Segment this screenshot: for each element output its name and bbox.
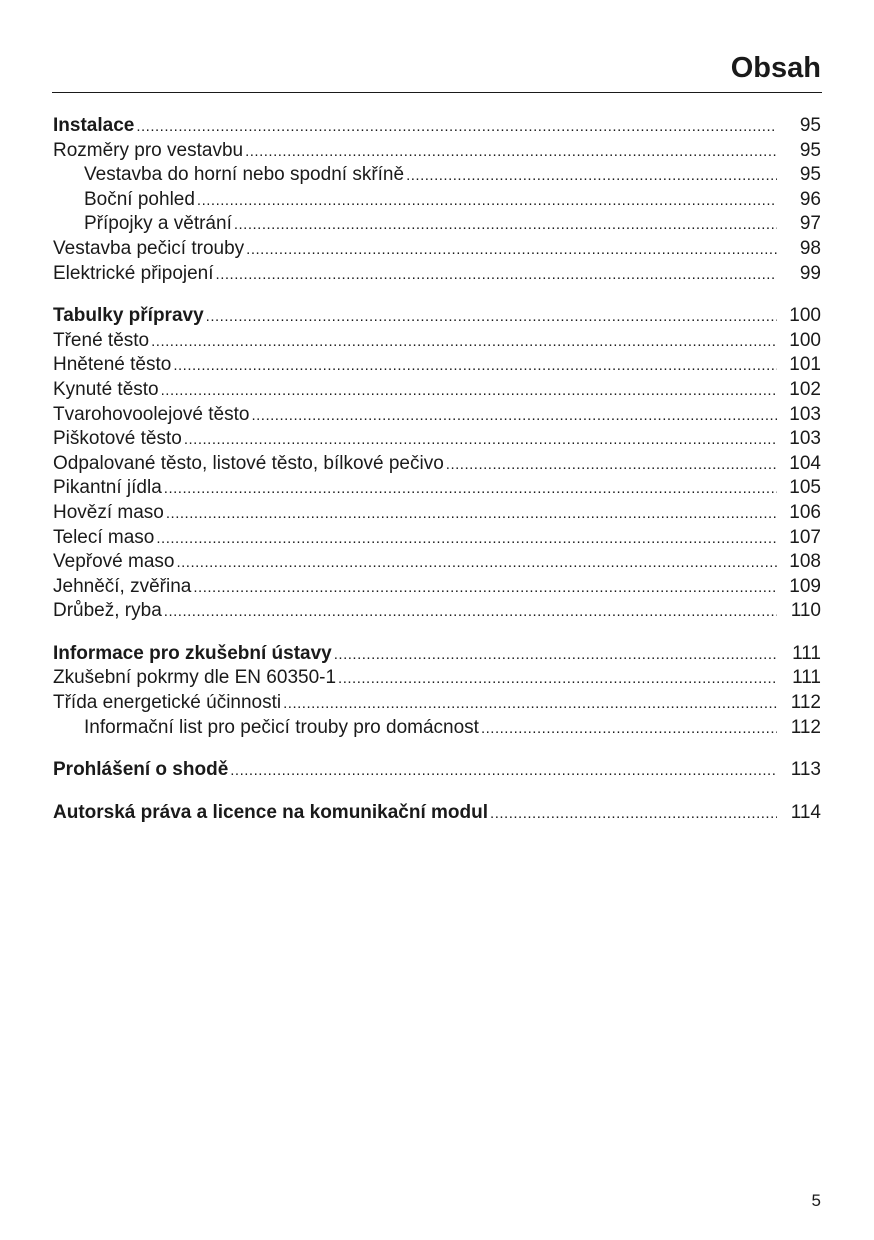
toc-entry-title: Třída energetické účinnosti [53, 692, 282, 714]
toc-entry[interactable] [53, 378, 821, 403]
toc-dot-leader [245, 140, 777, 165]
toc-dot-leader [136, 115, 777, 140]
toc-entry-title: Instalace [53, 115, 135, 136]
toc-entry-title: Tabulky přípravy [53, 305, 204, 327]
page-title: Obsah [730, 52, 821, 84]
toc-dot-leader [406, 164, 777, 189]
toc-entry[interactable] [53, 353, 821, 378]
toc-entry[interactable] [53, 403, 821, 428]
page-number: 5 [811, 1191, 821, 1210]
toc-entry-title: Informace pro zkušební ústavy [53, 642, 332, 664]
toc-entry-page: 114 [790, 801, 821, 823]
table-of-contents [53, 114, 821, 825]
toc-entry-title: Telecí maso [53, 526, 155, 548]
toc-entry-title: Autorská práva a licence na komunikační modul [53, 801, 489, 823]
toc-entry[interactable] [53, 427, 821, 452]
toc-entry[interactable] [53, 599, 821, 624]
toc-entry-page: 113 [790, 759, 821, 781]
toc-entry[interactable] [53, 575, 821, 600]
toc-entry-page: 111 [792, 642, 821, 664]
toc-section [53, 304, 821, 624]
toc-entry[interactable] [53, 329, 821, 354]
toc-entry-page: 103 [789, 403, 821, 425]
toc-entry-title: Rozměry pro vestavbu [53, 139, 244, 161]
toc-entry-page: 103 [789, 428, 821, 450]
toc-dot-leader [216, 263, 777, 288]
toc-entry[interactable] [53, 716, 821, 741]
toc-entry-title: Přípojky a větrání [84, 213, 232, 235]
toc-entry-title: Zkušební pokrmy dle EN 60350-1 [53, 667, 337, 689]
toc-entry-page: 104 [789, 452, 821, 474]
toc-entry-title: Kynuté těsto [53, 378, 159, 400]
toc-entry-page: 108 [789, 551, 821, 573]
toc-entry-page: 95 [799, 139, 821, 161]
toc-entry-title: Jehněčí, zvěřina [53, 575, 192, 597]
toc-entry-page: 106 [789, 501, 821, 523]
toc-heading-entry[interactable] [53, 758, 821, 783]
toc-dot-leader [166, 502, 777, 527]
toc-dot-leader [151, 330, 777, 355]
toc-entry[interactable] [53, 526, 821, 551]
toc-section [53, 758, 821, 783]
toc-entry-page: 102 [789, 378, 821, 400]
toc-dot-leader [193, 576, 777, 601]
toc-entry-title: Tvarohovoolejové těsto [53, 403, 250, 425]
toc-dot-leader [164, 600, 777, 625]
toc-entry-title: Hnětené těsto [53, 354, 172, 376]
toc-entry-page: 105 [789, 477, 821, 499]
toc-dot-leader [230, 759, 777, 784]
toc-entry[interactable] [53, 262, 821, 287]
toc-entry-title: Třené těsto [53, 329, 150, 351]
toc-entry[interactable] [53, 691, 821, 716]
toc-entry[interactable] [53, 476, 821, 501]
toc-entry-title: Prohlášení o shodě [53, 759, 229, 781]
toc-section [53, 801, 821, 826]
toc-entry[interactable] [53, 188, 821, 213]
toc-entry-page: 95 [799, 115, 821, 136]
toc-entry[interactable] [53, 666, 821, 691]
toc-section [53, 642, 821, 740]
toc-entry-title: Informační list pro pečicí trouby pro domácnost [84, 716, 479, 738]
toc-entry-title: Elektrické připojení [53, 262, 214, 284]
toc-entry-page: 109 [789, 575, 821, 597]
toc-dot-leader [490, 802, 777, 827]
toc-dot-leader [283, 692, 777, 717]
toc-entry-page: 111 [792, 667, 821, 689]
toc-entry-page: 95 [799, 164, 821, 186]
toc-dot-leader [234, 213, 777, 238]
toc-dot-leader [176, 551, 777, 576]
toc-dot-leader [197, 189, 777, 214]
toc-dot-leader [334, 643, 777, 668]
toc-dot-leader [446, 453, 777, 478]
toc-heading-entry[interactable] [53, 304, 821, 329]
toc-entry-title: Vestavba pečicí trouby [53, 237, 245, 259]
toc-dot-leader [156, 527, 777, 552]
toc-entry-page: 100 [789, 305, 821, 327]
toc-dot-leader [173, 354, 777, 379]
toc-heading-entry[interactable] [53, 801, 821, 826]
toc-entry-page: 101 [789, 354, 821, 376]
toc-entry[interactable] [53, 139, 821, 164]
toc-entry-page: 110 [790, 600, 821, 622]
toc-section [53, 114, 821, 286]
toc-entry-page: 112 [790, 692, 821, 714]
toc-entry-title: Piškotové těsto [53, 428, 182, 450]
toc-entry-title: Odpalované těsto, listové těsto, bílkové pečivo [53, 452, 444, 474]
toc-dot-leader [164, 477, 777, 502]
toc-entry[interactable] [53, 163, 821, 188]
toc-entry-page: 99 [799, 262, 821, 284]
toc-dot-leader [246, 238, 777, 263]
toc-entry-page: 97 [799, 213, 821, 235]
title-divider [52, 92, 822, 93]
toc-entry-page: 112 [790, 716, 821, 738]
toc-entry[interactable] [53, 237, 821, 262]
toc-entry[interactable] [53, 212, 821, 237]
toc-heading-entry[interactable] [53, 642, 821, 667]
toc-entry[interactable] [53, 452, 821, 477]
toc-entry-title: Boční pohled [84, 188, 195, 210]
toc-entry-page: 96 [799, 188, 821, 210]
toc-entry-page: 100 [789, 329, 821, 351]
toc-heading-entry[interactable] [53, 114, 821, 139]
toc-entry-title: Drůbež, ryba [53, 600, 162, 622]
toc-entry-title: Pikantní jídla [53, 477, 162, 499]
toc-dot-leader [251, 404, 777, 429]
toc-entry-page: 98 [799, 237, 821, 259]
toc-entry-title: Hovězí maso [53, 501, 164, 523]
toc-dot-leader [161, 379, 777, 404]
toc-dot-leader [206, 305, 777, 330]
toc-entry-page: 107 [789, 526, 821, 548]
toc-dot-leader [184, 428, 777, 453]
toc-dot-leader [338, 667, 777, 692]
toc-entry-title: Vepřové maso [53, 551, 175, 573]
toc-entry[interactable] [53, 550, 821, 575]
toc-entry-title: Vestavba do horní nebo spodní skříně [84, 164, 405, 186]
toc-dot-leader [481, 717, 777, 742]
toc-entry[interactable] [53, 501, 821, 526]
